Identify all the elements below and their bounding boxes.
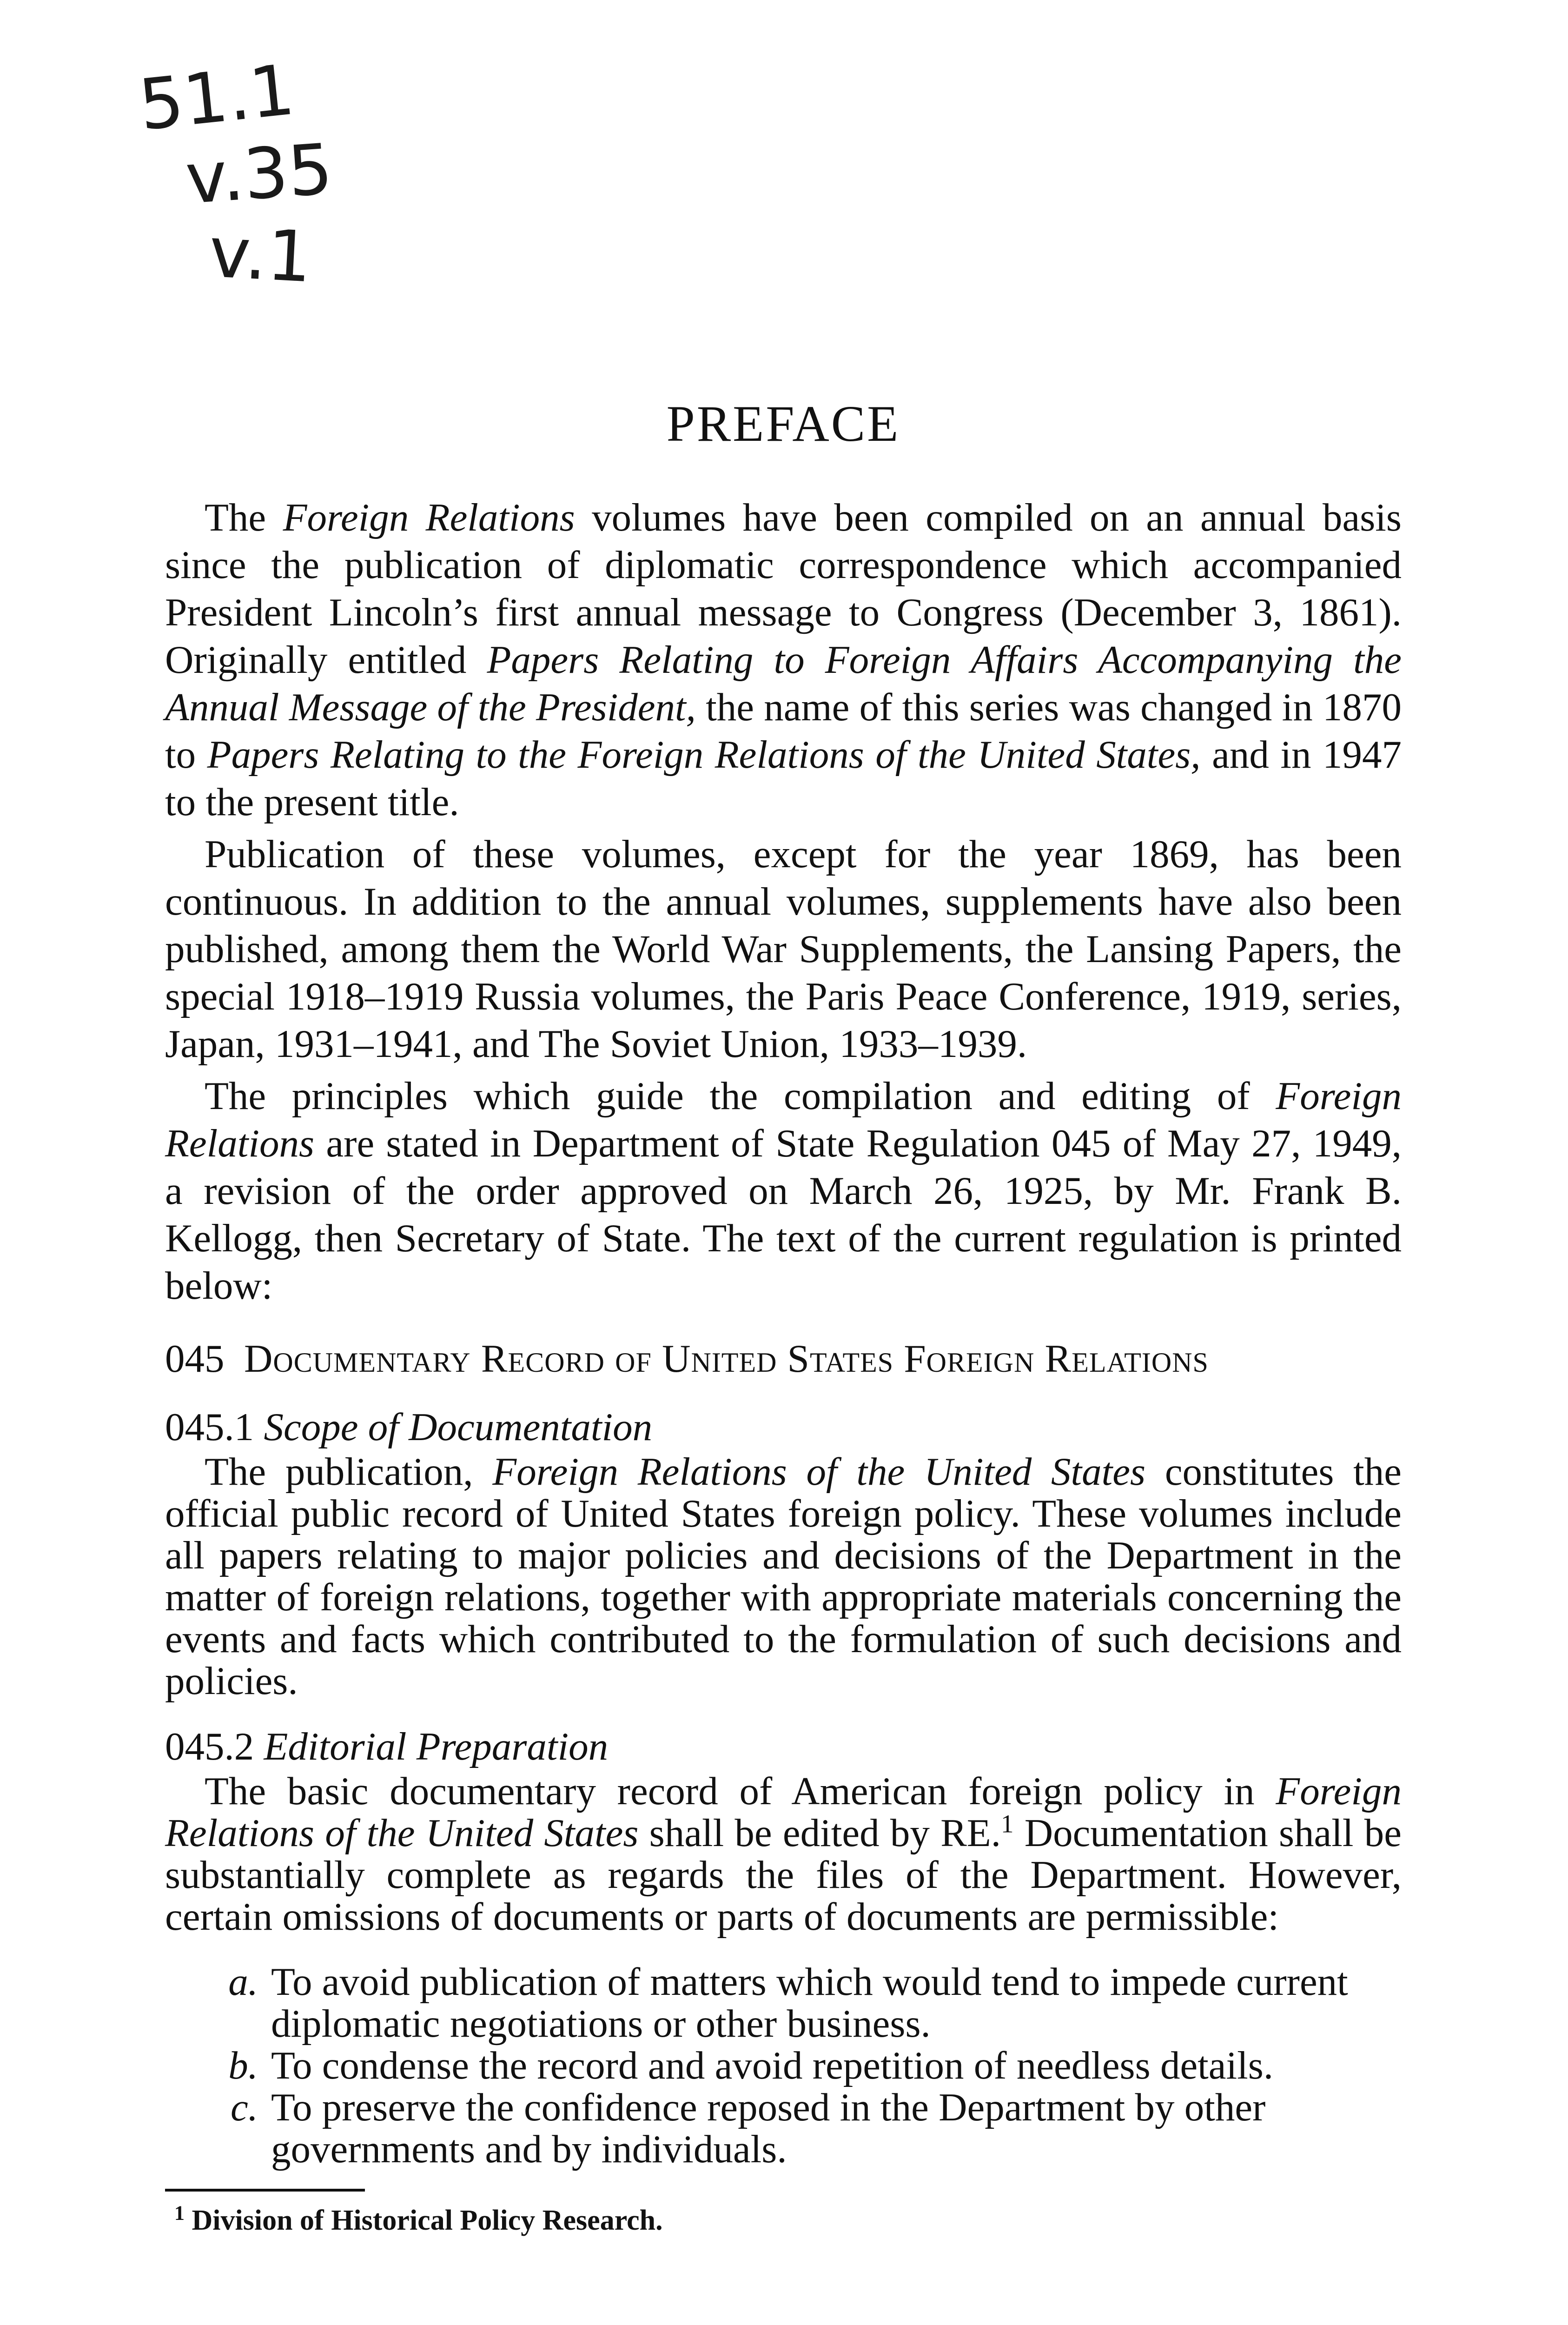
paragraph-publication: Publication of these volumes, except for the year 1869, has been continuous. In addition to the annual volumes, supplements have also been published, among them the World War Supplements, the Lansing Papers, the special 1918–1919 Russia volumes, the Paris Peace Conference, 1919, series, Japan, 1931–1941, and The Soviet Union, 1933–1939. <box>165 832 1402 1066</box>
footnote-reference: 1 <box>1000 1809 1014 1838</box>
text-run: and in 1947 to the present title. <box>165 733 1402 824</box>
text-run: Documentation shall be substantially complete as regards the files of the Department. However, certain omissions of documents or parts of documents are permissible: <box>165 1811 1402 1939</box>
text-run: volumes have been compiled on an annual basis since the publication of diplomatic correspondence which accompanied President Lincoln’s first annual message to Congress (December 3, 1861). Originally entitled <box>165 496 1402 682</box>
handwritten-line: 51.1 <box>135 49 298 146</box>
footnote-divider <box>165 2189 365 2192</box>
italic-title: Papers Relating to the Foreign Relations of the United States, <box>207 733 1201 777</box>
list-marker: c. <box>231 2086 258 2129</box>
regulation-title: Documentary Record of United States Foreign Relations <box>244 1337 1209 1381</box>
regulation-heading <box>165 1335 1402 1382</box>
text-run: constitutes the official public record of United States foreign policy. These volumes include all papers relating to major policies and decisions of the Department in the matter of foreign relations, together with appropriate materials concerning the events and facts which contributed to the formulation of such decisions and policies. <box>165 1450 1402 1703</box>
paragraph-scope <box>165 1451 1402 1702</box>
text-run: The <box>205 496 283 539</box>
italic-title: Papers Relating to Foreign Affairs Accompanying the Annual Message of the President, <box>165 638 1402 729</box>
italic-title: Foreign Relations of the United States <box>165 1769 1402 1855</box>
list-item <box>165 1961 1402 2045</box>
page-title: PREFACE <box>666 395 900 452</box>
section-title: Scope of Documentation <box>264 1405 653 1449</box>
footnote <box>165 2202 1402 2239</box>
list-item <box>165 2086 1402 2170</box>
text-run: The principles which guide the compilation and editing of <box>205 1074 1276 1118</box>
list-text: To condense the record and avoid repetition of needless details. <box>271 2044 1274 2087</box>
section-number: 045.1 <box>165 1405 254 1449</box>
section-number: 045.2 <box>165 1725 254 1768</box>
list-marker: a. <box>228 1960 258 2004</box>
text-run: The basic documentary record of American foreign policy in <box>205 1769 1276 1813</box>
list-marker: b. <box>228 2044 258 2087</box>
omissions-list <box>165 1961 1402 2170</box>
list-text: To avoid publication of matters which would tend to impede current diplomatic negotiations or other business. <box>271 1960 1348 2046</box>
text-run: The publication, <box>205 1450 493 1494</box>
footnote-mark: 1 <box>174 2201 185 2225</box>
page-body <box>165 395 1402 2239</box>
section-heading-scope <box>165 1403 1402 1451</box>
list-item <box>165 2045 1402 2086</box>
italic-title: Foreign Relations <box>283 496 575 539</box>
section-heading-editorial <box>165 1723 1402 1770</box>
paragraph-principles <box>165 1072 1402 1309</box>
paragraph-editorial <box>165 1770 1402 1938</box>
list-text: To preserve the confidence reposed in the Department by other governments and by individuals. <box>271 2086 1266 2171</box>
handwritten-call-number <box>135 49 335 299</box>
text-run: the name of this series was changed in 1870 to <box>165 685 1402 777</box>
regulation-number: 045 <box>165 1337 225 1381</box>
paragraph-history <box>165 494 1402 826</box>
handwritten-line: v.1 <box>207 212 314 299</box>
italic-title: Foreign Relations of the United States <box>492 1450 1146 1494</box>
handwritten-line: v.35 <box>183 128 335 220</box>
text-run: are stated in Department of State Regulation 045 of May 27, 1949, a revision of the order approved on March 26, 1925, by Mr. Frank B. Kellogg, then Secretary of State. The text of the current regulation is printed below: <box>165 1122 1402 1308</box>
text-run: shall be edited by RE. <box>638 1811 1001 1855</box>
footnote-text: Division of Historical Policy Research. <box>192 2205 663 2236</box>
section-title: Editorial Preparation <box>264 1725 609 1768</box>
italic-title: Foreign Relations <box>165 1074 1402 1165</box>
